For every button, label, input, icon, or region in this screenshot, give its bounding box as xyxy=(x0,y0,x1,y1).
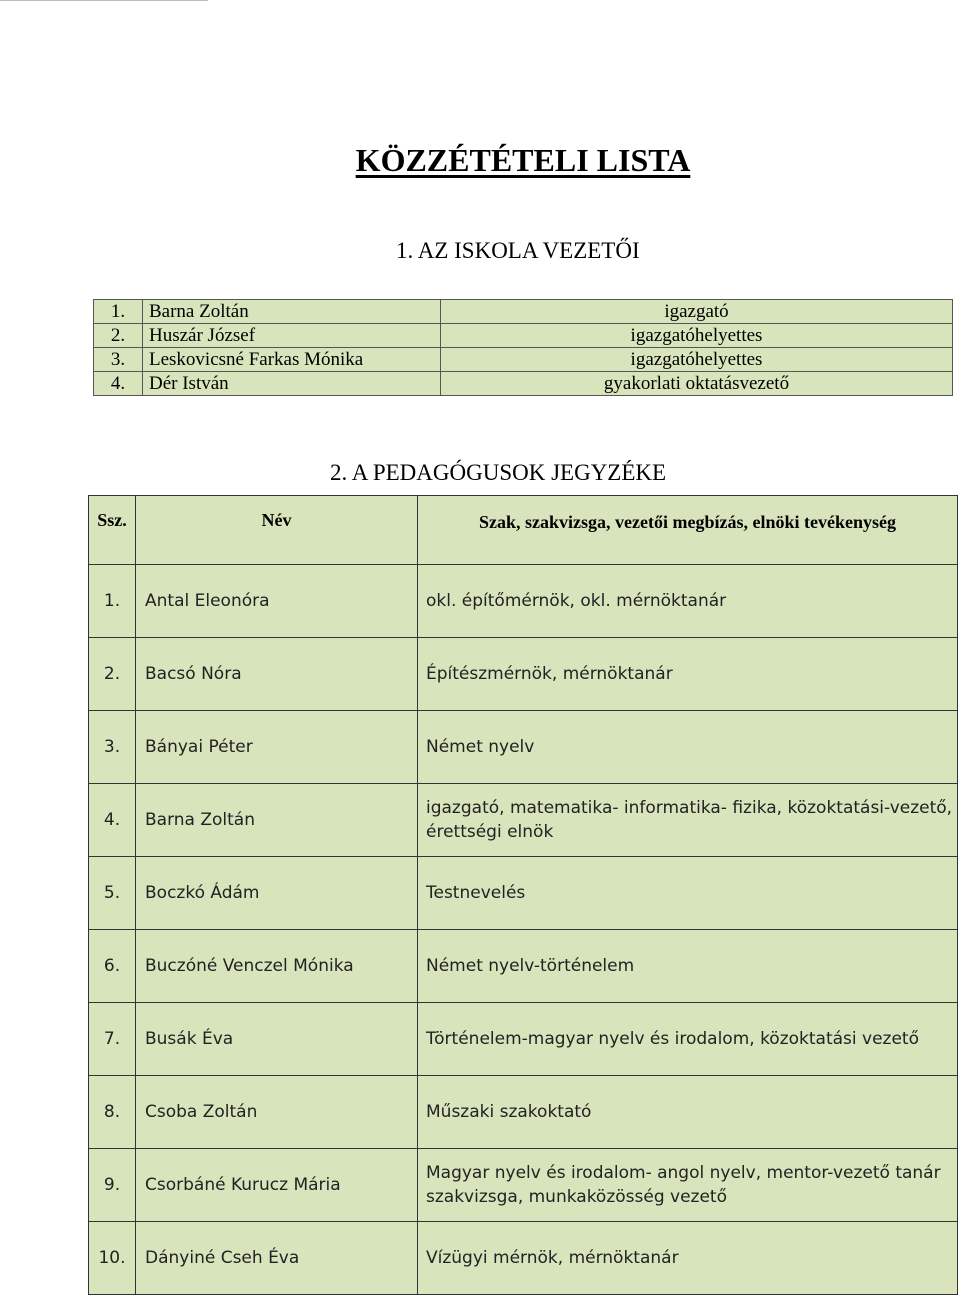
table-row xyxy=(89,1222,958,1295)
teacher-name: Busák Éva xyxy=(136,1003,418,1076)
row-number: 8. xyxy=(89,1076,136,1149)
table-row xyxy=(94,348,953,372)
row-number: 7. xyxy=(89,1003,136,1076)
teacher-field: Vízügyi mérnök, mérnöktanár xyxy=(418,1222,958,1295)
leader-role: igazgatóhelyettes xyxy=(441,324,953,348)
table-row xyxy=(89,638,958,711)
leader-role: gyakorlati oktatásvezető xyxy=(441,372,953,396)
table-row xyxy=(89,711,958,784)
table-row xyxy=(89,1003,958,1076)
teacher-field: igazgató, matematika- informatika- fizika, közoktatási-vezető, érettségi elnök xyxy=(418,784,958,857)
leader-role: igazgatóhelyettes xyxy=(441,348,953,372)
table-row xyxy=(89,857,958,930)
table-row xyxy=(89,1149,958,1222)
teacher-name: Boczkó Ádám xyxy=(136,857,418,930)
teacher-name: Buczóné Venczel Mónika xyxy=(136,930,418,1003)
section-heading-teachers: 2. A PEDAGÓGUSOK JEGYZÉKE xyxy=(330,460,667,485)
teacher-name: Bacsó Nóra xyxy=(136,638,418,711)
teacher-field: Német nyelv xyxy=(418,711,958,784)
teacher-name: Dányiné Cseh Éva xyxy=(136,1222,418,1295)
header-number: Ssz. xyxy=(89,496,136,565)
row-number: 4. xyxy=(89,784,136,857)
row-number: 2. xyxy=(94,324,143,348)
teacher-field: Műszaki szakoktató xyxy=(418,1076,958,1149)
header-rule xyxy=(0,0,208,1)
row-number: 1. xyxy=(94,300,143,324)
row-number: 5. xyxy=(89,857,136,930)
teacher-name: Bányai Péter xyxy=(136,711,418,784)
header-field: Szak, szakvizsga, vezetői megbízás, elnöki tevékenység xyxy=(418,496,958,565)
table-row xyxy=(94,300,953,324)
teacher-field: Testnevelés xyxy=(418,857,958,930)
row-number: 1. xyxy=(89,565,136,638)
row-number: 3. xyxy=(94,348,143,372)
row-number: 9. xyxy=(89,1149,136,1222)
leader-name: Barna Zoltán xyxy=(143,300,441,324)
row-number: 4. xyxy=(94,372,143,396)
table-row xyxy=(94,372,953,396)
row-number: 2. xyxy=(89,638,136,711)
leader-name: Leskovicsné Farkas Mónika xyxy=(143,348,441,372)
page-title: KÖZZÉTÉTELI LISTA xyxy=(355,142,691,178)
teacher-name: Csorbáné Kurucz Mária xyxy=(136,1149,418,1222)
table-row xyxy=(89,784,958,857)
teacher-field: Magyar nyelv és irodalom- angol nyelv, mentor-vezető tanár szakvizsga, munkaközösség vezető xyxy=(418,1149,958,1222)
row-number: 3. xyxy=(89,711,136,784)
leader-name: Huszár József xyxy=(143,324,441,348)
teacher-name: Csoba Zoltán xyxy=(136,1076,418,1149)
teacher-field: Történelem-magyar nyelv és irodalom, közoktatási vezető xyxy=(418,1003,958,1076)
leaders-table xyxy=(93,299,953,396)
teacher-name: Antal Eleonóra xyxy=(136,565,418,638)
header-name: Név xyxy=(136,496,418,565)
teacher-name: Barna Zoltán xyxy=(136,784,418,857)
teacher-field: Német nyelv-történelem xyxy=(418,930,958,1003)
teacher-field: Építészmérnök, mérnöktanár xyxy=(418,638,958,711)
teacher-field: okl. építőmérnök, okl. mérnöktanár xyxy=(418,565,958,638)
table-row xyxy=(89,1076,958,1149)
table-row xyxy=(89,930,958,1003)
table-header-row xyxy=(89,496,958,565)
section-heading-leaders: 1. AZ ISKOLA VEZETŐI xyxy=(396,238,640,263)
leader-role: igazgató xyxy=(441,300,953,324)
teachers-table xyxy=(88,495,958,1295)
table-row xyxy=(94,324,953,348)
table-row xyxy=(89,565,958,638)
row-number: 6. xyxy=(89,930,136,1003)
leader-name: Dér István xyxy=(143,372,441,396)
row-number: 10. xyxy=(89,1222,136,1295)
